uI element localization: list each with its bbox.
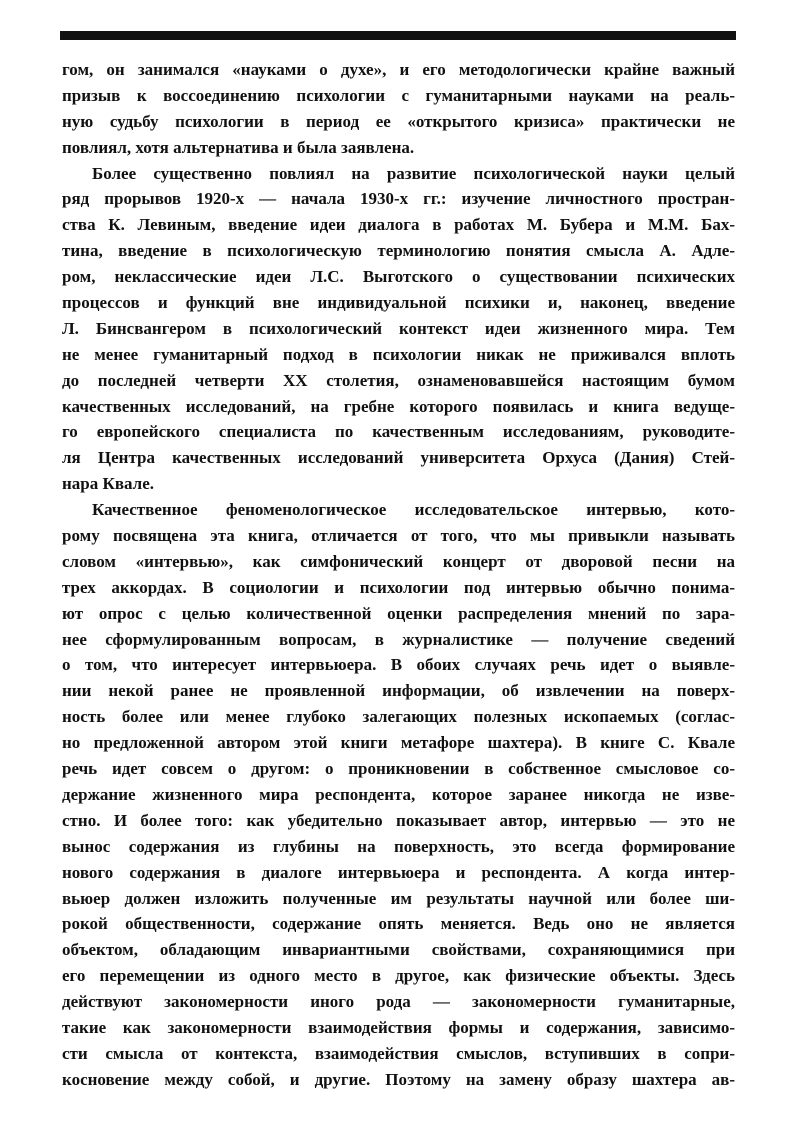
paragraph-2 <box>62 161 735 498</box>
text-line: тина, введение в психологическую терминологию понятия смысла А. Адле- <box>62 241 735 261</box>
text-line: призыв к воссоединению психологии с гуманитарными науками на реаль- <box>62 85 735 105</box>
text-line: рому посвящена эта книга, отличается от того, что мы привыкли называть <box>62 526 735 546</box>
header-rule <box>60 31 736 40</box>
text-line: нии некой ранее не проявленной информации, об извлечении на поверх- <box>62 681 735 701</box>
text-line: ром, неклассические идеи Л.С. Выготского о существовании психических <box>62 267 735 287</box>
text-line: косновение между собой, и другие. Поэтому на замену образу шахтера ав- <box>62 1069 735 1089</box>
text-line: до последней четверти XX столетия, ознаменовавшейся настоящим бумом <box>62 370 735 390</box>
text-line: стно. И более того: как убедительно показывает автор, интервью — это не <box>62 810 735 830</box>
text-line: сти смысла от контекста, взаимодействия смыслов, вступивших в сопри- <box>62 1043 735 1063</box>
text-line: ную судьбу психологии в период ее «открытого кризиса» практически не <box>62 111 735 131</box>
text-line: ность более или менее глубоко залегающих полезных ископаемых (соглас- <box>62 707 735 727</box>
text-line: ства К. Левиным, введение идеи диалога в работах М. Бубера и М.М. Бах- <box>62 215 735 235</box>
text-line: вьюер должен изложить полученные им результаты научной или более ши- <box>62 888 735 908</box>
text-line: го европейского специалиста по качественным исследованиям, руководите- <box>62 422 735 442</box>
text-line: рокой общественности, содержание опять меняется. Ведь оно не является <box>62 914 735 934</box>
text-line: его перемещении из одного место в другое, как физические объекты. Здесь <box>62 966 735 986</box>
page-body <box>62 57 735 1093</box>
text-line: качественных исследований, на гребне которого появилась и книга ведуще- <box>62 396 735 416</box>
text-line: Качественное феноменологическое исследовательское интервью, кото- <box>92 500 735 520</box>
text-line: о том, что интересует интервьюера. В обоих случаях речь идет о выявле- <box>62 655 735 675</box>
text-line: ряд прорывов 1920-х — начала 1930-х гг.: изучение личностного простран- <box>62 189 735 209</box>
text-line: словом «интервью», как симфонический концерт от дворовой песни на <box>62 551 735 571</box>
text-line: не менее гуманитарный подход в психологии никак не приживался вплоть <box>62 344 735 364</box>
paragraph-1 <box>62 57 735 161</box>
text-line: трех аккордах. В социологии и психологии под интервью обычно понима- <box>62 577 735 597</box>
text-line: гом, он занимался «науками о духе», и его методологически крайне важный <box>62 60 735 79</box>
text-line: нового содержания в диалоге интервьюера и респондента. А когда интер- <box>62 862 735 882</box>
text-line: объектом, обладающим инвариантными свойствами, сохраняющимися при <box>62 940 735 960</box>
text-line: Л. Бинсвангером в психологический контекст идеи жизненного мира. Тем <box>62 318 735 338</box>
text-line: держание жизненного мира респондента, которое заранее никогда не изве- <box>62 784 735 804</box>
text-line: нара Квале. <box>62 474 154 494</box>
text-line: но предложенной автором этой книги метафоре шахтера). В книге С. Квале <box>62 733 735 753</box>
text-line: процессов и функций вне индивидуальной психики и, наконец, введение <box>62 293 735 313</box>
text-line: речь идет совсем о другом: о проникновении в собственное смысловое со- <box>62 759 735 779</box>
text-line: ют опрос с целью количественной оценки распределения мнений по зара- <box>62 603 735 623</box>
text-line: повлиял, хотя альтернатива и была заявлена. <box>62 137 415 157</box>
text-line: ля Центра качественных исследований университета Орхуса (Дания) Стей- <box>62 448 735 468</box>
text-line: действуют закономерности иного рода — закономерности гуманитарные, <box>62 992 735 1012</box>
text-line: такие как закономерности взаимодействия формы и содержания, зависимо- <box>62 1017 735 1037</box>
text-line: нее сформулированным вопросам, в журналистике — получение сведений <box>62 629 735 649</box>
text-line: Более существенно повлиял на развитие психологической науки целый <box>92 163 735 183</box>
text-line: вынос содержания из глубины на поверхность, это всегда формирование <box>62 836 735 856</box>
paragraph-3 <box>62 497 735 1092</box>
